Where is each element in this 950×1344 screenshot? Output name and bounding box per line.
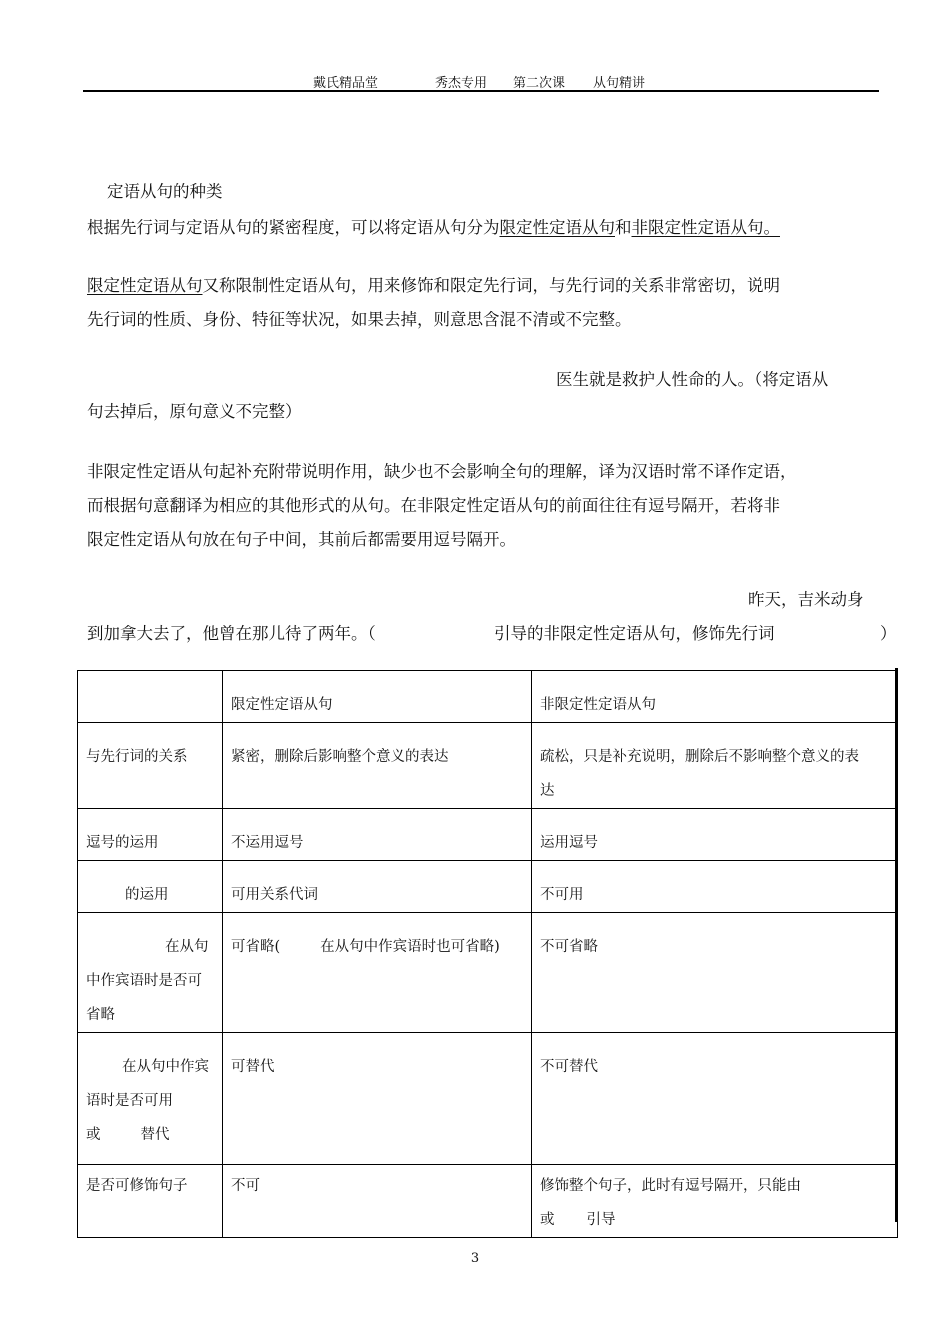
table-right-border	[895, 668, 898, 1222]
table-header-row	[78, 671, 898, 723]
restrictive-cell: 不运用逗号	[223, 809, 532, 861]
header-topic: 从句精讲	[593, 76, 646, 91]
restrictive-cell: 不可	[223, 1165, 532, 1238]
header-lesson: 第二次课	[513, 76, 566, 91]
restrictive-cell: 紧密，删除后影响整个意义的表达	[223, 723, 532, 809]
nonrestrictive-line1: 非限定性定语从句起补充附带说明作用，缺少也不会影响全句的理解，译为汉语时常不译作定语，	[87, 462, 797, 481]
comparison-table	[77, 670, 898, 1238]
restrictive-cell: 可替代	[223, 1033, 532, 1165]
nonrestrictive-cell: 疏松，只是补充说明，删除后不影响整个意义的表 达	[532, 723, 898, 809]
row-label: 与先行词的关系	[78, 723, 223, 809]
example2-line2c: ）	[880, 624, 897, 643]
table-row	[78, 723, 898, 809]
restrictive-cell: 可省略( 在从句中作宾语时也可省略)	[223, 913, 532, 1033]
header-cell-restrictive: 限定性定语从句	[223, 671, 532, 723]
term-nonrestrictive: 非限定性定语从句。	[631, 218, 780, 237]
example1-line2: 句去掉后，原句意义不完整）	[87, 402, 302, 421]
restrictive-desc: 又称限制性定语从句，用来修饰和限定先行词，与先行词的关系非常密切，说明	[202, 276, 780, 295]
table-row	[78, 1165, 898, 1238]
restrictive-cell: 可用关系代词	[223, 861, 532, 913]
table-row	[78, 861, 898, 913]
header-audience: 秀杰专用	[435, 76, 488, 91]
header-org: 戴氏精品堂	[313, 76, 379, 91]
page-number: 3	[470, 1251, 480, 1266]
nonrestrictive-cell: 修饰整个句子，此时有逗号隔开，只能由 或 引导	[532, 1165, 898, 1238]
intro-text: 根据先行词与定语从句的紧密程度，可以将定语从句分为	[87, 218, 500, 237]
intro-and: 和	[615, 218, 632, 237]
nonrestrictive-line3: 限定性定语从句放在句子中间，其前后都需要用逗号隔开。	[87, 530, 516, 549]
header-cell-empty	[78, 671, 223, 723]
row-label: 是否可修饰句子	[78, 1165, 223, 1238]
nonrestrictive-cell: 不可省略	[532, 913, 898, 1033]
example2-line1: 昨天，吉米动身	[748, 590, 864, 609]
header-rule	[83, 90, 879, 92]
example2-line2a: 到加拿大去了，他曾在那儿待了两年。（	[87, 624, 376, 643]
restrictive-term: 限定性定语从句	[87, 276, 203, 295]
nonrestrictive-cell: 不可替代	[532, 1033, 898, 1165]
row-label: 在从句 中作宾语时是否可 省略	[78, 913, 223, 1033]
example1-line1: 医生就是救护人性命的人。（将定语从	[556, 370, 829, 389]
row-label: 的运用	[78, 861, 223, 913]
restrictive-paragraph-line2: 先行词的性质、身份、特征等状况，如果去掉，则意思含混不清或不完整。	[87, 310, 632, 329]
row-label: 逗号的运用	[78, 809, 223, 861]
row-label: 在从句中作宾 语时是否可用 或 替代	[78, 1033, 223, 1165]
nonrestrictive-cell: 不可用	[532, 861, 898, 913]
table-row	[78, 913, 898, 1033]
table-row	[78, 1033, 898, 1165]
header-cell-nonrestrictive: 非限定性定语从句	[532, 671, 898, 723]
example2-line2b: 引导的非限定性定语从句，修饰先行词	[494, 624, 775, 643]
nonrestrictive-cell: 运用逗号	[532, 809, 898, 861]
nonrestrictive-line2: 而根据句意翻译为相应的其他形式的从句。在非限定性定语从句的前面往往有逗号隔开，若将非	[87, 496, 780, 515]
restrictive-paragraph-line1	[87, 270, 780, 302]
intro-paragraph	[87, 212, 780, 244]
table-row	[78, 809, 898, 861]
term-restrictive: 限定性定语从句	[499, 218, 615, 237]
section-title: 定语从句的种类	[107, 182, 223, 201]
